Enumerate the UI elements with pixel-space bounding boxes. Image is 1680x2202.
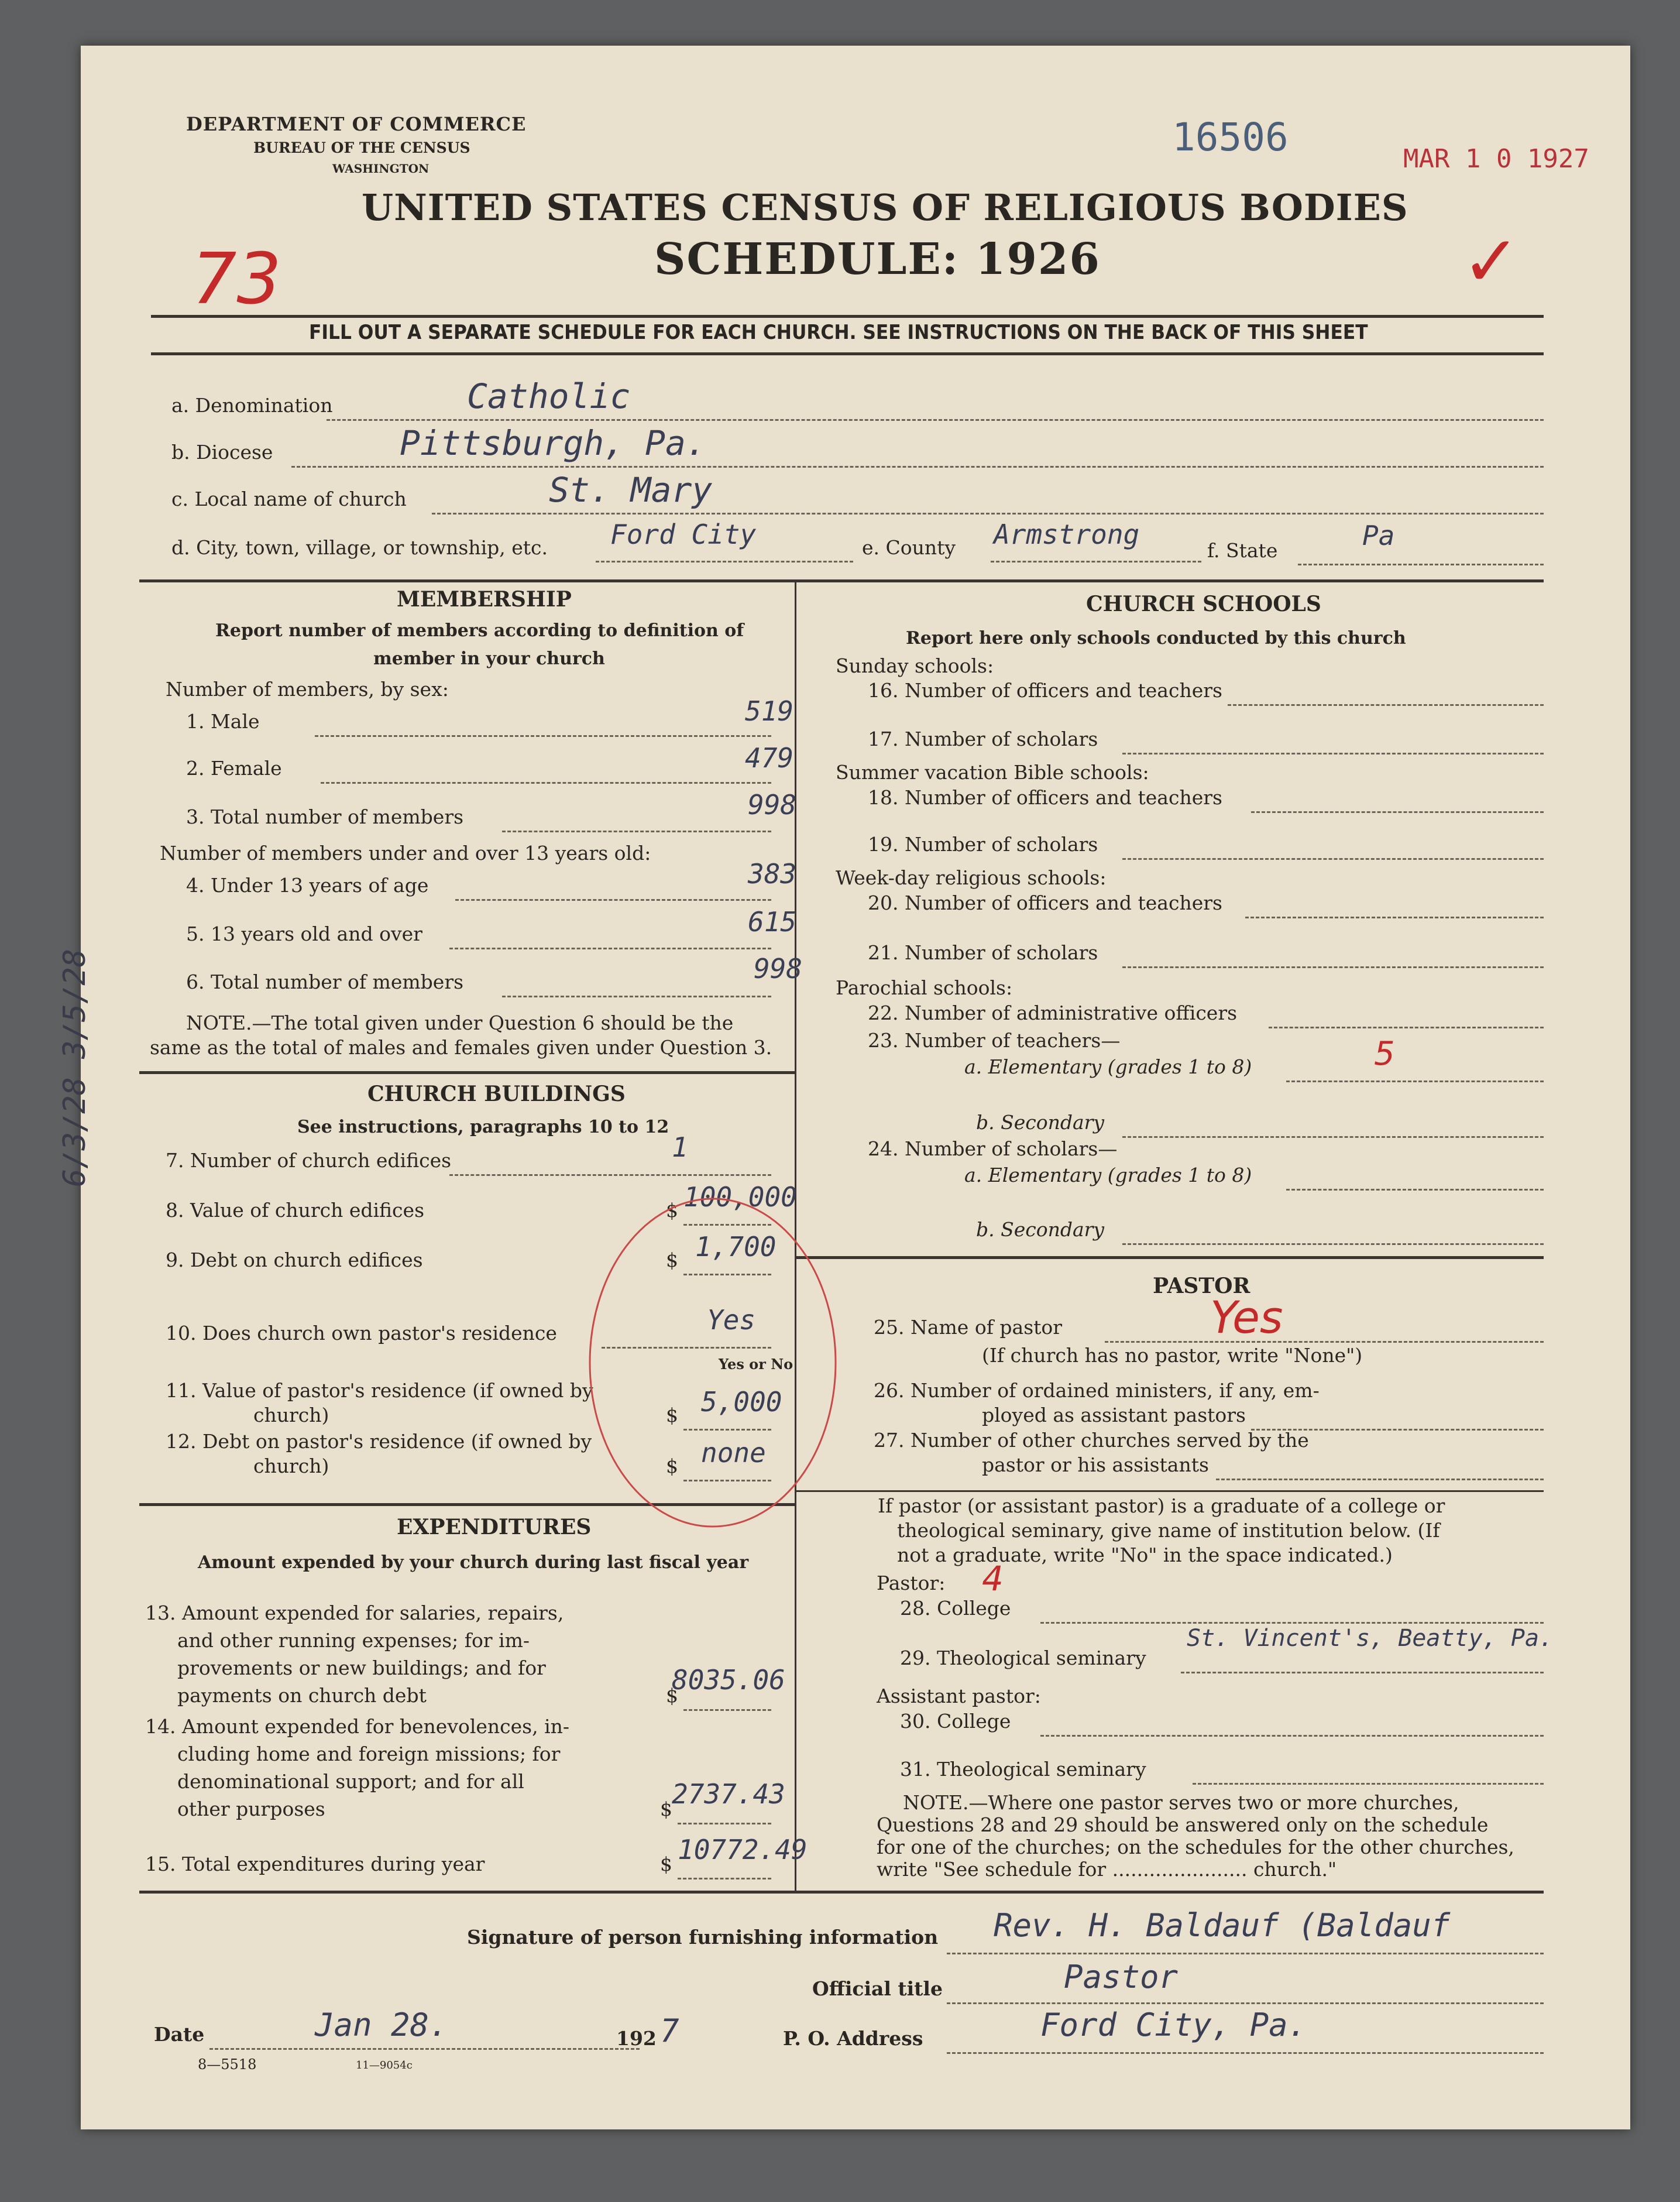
census-form: DEPARTMENT OF COMMERCE BUREAU OF THE CENSUS WASHINGTON 16506 MAR 1 0 1927 UNITED STATES CENSUS OF RELIGIOUS BODIES SCHEDULE: 1926 73 ✓ FILL OUT A SEPARATE SCHEDULE FOR EACH CHURCH. SEE INSTRUCTIONS ON THE BACK OF THIS SHEET a. Denomination Catholic b. Diocese Pittsburgh, Pa. c. Local name of church St. Mary d. City, town, village, or township, etc. Ford City e. County Armstrong f. State Pa MEMBERSHIP Report number of members according to definition of member in your church Number of members, by sex: 1. Male 519 2. Female 479 3. Total number of members 998 Number of members under and over 13 years old: 4. Under 13 years of age 383 5. 13 years old and over 615 6. Total number of members 998 NOTE.—The total given under Question 6 should be the same as the total of males and females given under Question 3. CHURCH BUILDINGS See instructions, paragraphs 10 to 12 7. Number of church edifices 1 8. Value of church edifices $ 100,000 9. Debt on church edifices $ 1,700 10. Does church own pastor's residence Yes Yes or No 11. Value of pastor's residence (if owned by church) $ 5,000 12. Debt on pastor's residence (if owned by church) $ none EXPENDITURES Amount expended by your church during last fiscal year 13. Amount expended for salaries, repairs, and other running expenses; for im- provements or new buildings; and for payments on church debt $ 8035.06 14. Amount expended for benevolences, in- cluding home and foreign missions; for denominational support; and for all other purposes $ 2737.43 15. Total expenditures during year $ 10772.49 CHURCH SCHOOLS Report here only schools conducted by this church Sunday schools: 16. Number of officers and teachers 17. Number of scholars Summer vacation Bible schools: 18. Number of officers and teachers 19. Number of scholars Week-day religious schools: 20. Number of officers and teachers 21. Number of scholars Parochial schools: 22. Number of administrative officers 23. Number of teachers— a. Elementary (grades 1 to 8) 5 b. Secondary 24. Number of scholars— a. Elementary (grades 1 to 8) b. Secondary PASTOR Yes 25. Name of pastor (If church has no pastor, write "None") 26. Number of ordained ministers, if any, em- ployed as assistant pastors 27. Number of other churches served by the pastor or his assistants If pastor (or assistant pastor) is a graduate of a college or theological seminary, give name of institution below. (If not a graduate, write "No" in the space indicated.) Pastor: 4 28. College 29. Theological seminary St. Vincent's, Beatty, Pa. Assistant pastor: 30. College 31. Theological seminary NOTE.—Where one pastor serves two or more churches, Questions 28 and 29 should be answered only on the schedule for one of the churches; on the schedules for the other churches, write "See schedule for ...................... church." Signature of person furnishing information Rev. H. Baldauf (Baldauf Official title Pastor Date Jan 28. 192 7 P. O. Address Ford City, Pa. 8—5518 11—9054c 6/3/28 3/5/28 <box>81 46 1630 2129</box>
date-stamp: MAR 1 0 1927 <box>1403 144 1589 174</box>
red-pastor-mark: Yes <box>1210 1291 1283 1343</box>
church-name-field[interactable]: St. Mary <box>549 470 713 510</box>
female-field[interactable]: 479 <box>745 742 794 774</box>
state-label: f. State <box>1207 539 1278 562</box>
po-address-field[interactable]: Ford City, Pa. <box>1040 2007 1307 2043</box>
under-13-field[interactable]: 383 <box>748 858 797 890</box>
instruction-line: FILL OUT A SEPARATE SCHEDULE FOR EACH CHURCH. SEE INSTRUCTIONS ON THE BACK OF THIS SHEET <box>309 321 1368 344</box>
denomination-field[interactable]: Catholic <box>467 376 631 416</box>
city-label: d. City, town, village, or township, etc. <box>171 536 548 559</box>
male-field[interactable]: 519 <box>745 695 794 727</box>
city-field[interactable]: Ford City <box>610 519 757 550</box>
total-members-field[interactable]: 998 <box>748 789 797 821</box>
red-number: 73 <box>192 239 281 320</box>
total-members-2-field[interactable]: 998 <box>754 953 803 985</box>
pastor-heading: PASTOR <box>1153 1274 1250 1298</box>
date-field[interactable]: Jan 28. <box>315 2007 448 2043</box>
over-13-field[interactable]: 615 <box>748 906 797 938</box>
divider <box>139 579 1544 582</box>
state-field[interactable]: Pa <box>1362 520 1395 551</box>
number-stamp: 16506 <box>1172 115 1289 160</box>
edifice-value-field[interactable]: 100,000 <box>683 1181 797 1213</box>
county-field[interactable]: Armstrong <box>994 519 1140 550</box>
washington-label: WASHINGTON <box>332 162 430 176</box>
residence-debt-field[interactable]: none <box>701 1437 766 1469</box>
benevolences-field[interactable]: 2737.43 <box>672 1778 785 1810</box>
divider <box>151 352 1544 355</box>
red-circle-mark <box>566 1175 859 1550</box>
diocese-field[interactable]: Pittsburgh, Pa. <box>400 423 706 463</box>
county-label: e. County <box>862 536 956 559</box>
diocese-label: b. Diocese <box>171 441 273 464</box>
seminary-field[interactable]: St. Vincent's, Beatty, Pa. <box>1187 1625 1554 1652</box>
schools-heading: CHURCH SCHOOLS <box>1086 592 1321 616</box>
expenditures-heading: EXPENDITURES <box>397 1515 592 1539</box>
membership-heading: MEMBERSHIP <box>397 587 572 612</box>
residence-value-field[interactable]: 5,000 <box>701 1386 782 1418</box>
margin-dates: 6/3/28 3/5/28 <box>57 949 92 1187</box>
owns-residence-field[interactable]: Yes <box>707 1304 756 1336</box>
schedule-title: SCHEDULE: 1926 <box>654 234 1101 284</box>
official-title-field[interactable]: Pastor <box>1064 1959 1179 1995</box>
denomination-label: a. Denomination <box>171 394 333 417</box>
total-expenditures-field[interactable]: 10772.49 <box>678 1834 808 1865</box>
signature-field[interactable]: Rev. H. Baldauf (Baldauf <box>994 1907 1451 1944</box>
edifices-field[interactable]: 1 <box>672 1131 688 1163</box>
department-label: DEPARTMENT OF COMMERCE <box>186 113 527 135</box>
bureau-label: BUREAU OF THE CENSUS <box>253 139 470 156</box>
divider <box>151 315 1544 318</box>
church-name-label: c. Local name of church <box>171 488 407 510</box>
teachers-elementary-field[interactable]: 5 <box>1374 1035 1395 1073</box>
check-mark-icon: ✓ <box>1462 221 1521 303</box>
form-title: UNITED STATES CENSUS OF RELIGIOUS BODIES <box>362 186 1408 229</box>
edifice-debt-field[interactable]: 1,700 <box>695 1231 777 1263</box>
red-count-mark: 4 <box>982 1559 1004 1599</box>
buildings-heading: CHURCH BUILDINGS <box>367 1082 626 1106</box>
expenses-field[interactable]: 8035.06 <box>672 1664 785 1696</box>
year-field[interactable]: 7 <box>660 2012 679 2049</box>
